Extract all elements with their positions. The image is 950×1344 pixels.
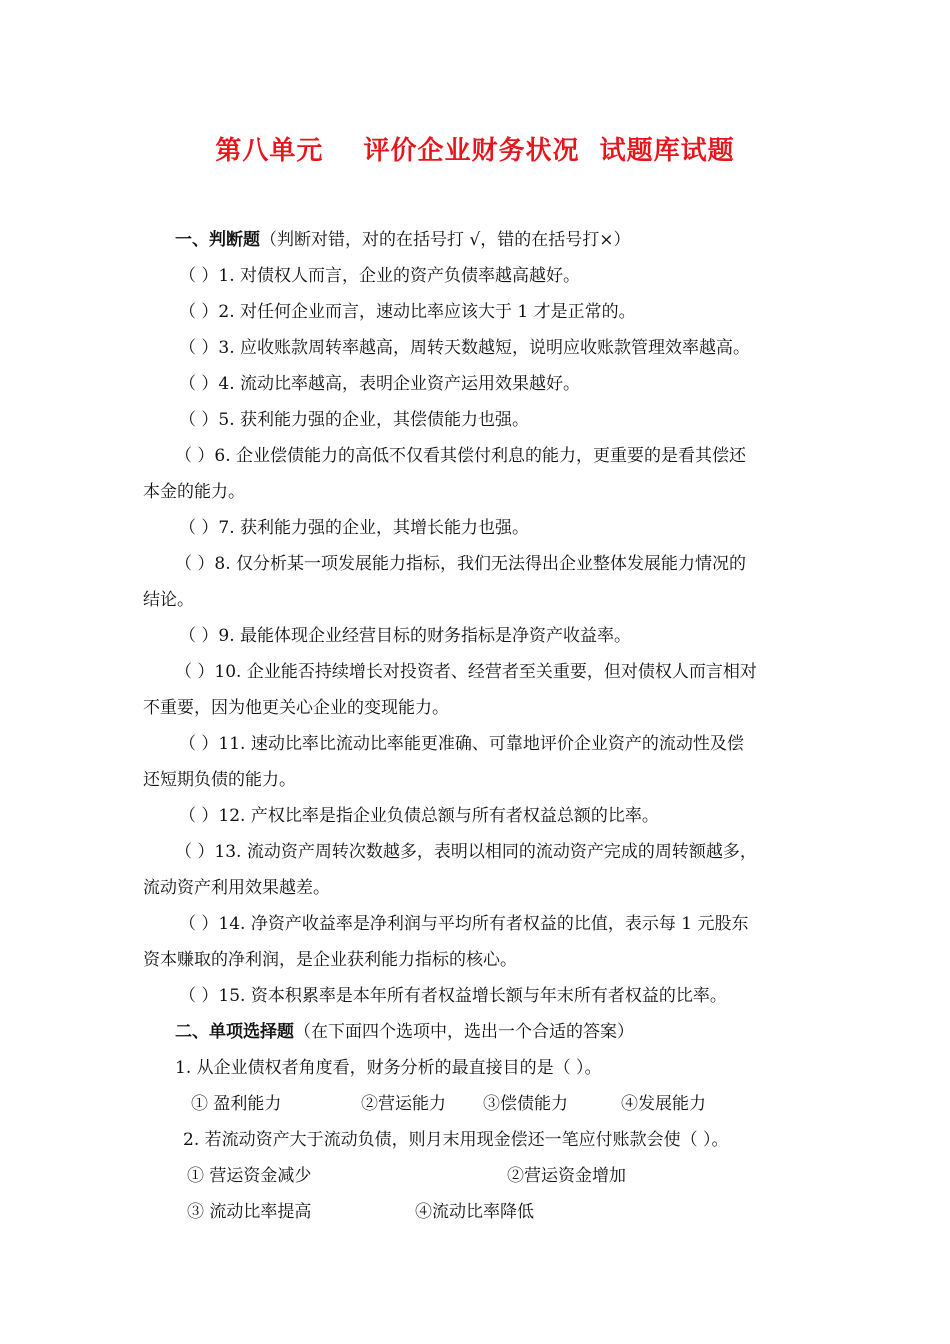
question-item [143, 798, 808, 834]
question-item [143, 618, 808, 654]
question-line: （ ）8. 仅分析某一项发展能力指标，我们无法得出企业整体发展能力情况的 [175, 554, 747, 574]
option-a: ① 盈利能力 [191, 1094, 282, 1114]
section-title: 二、单项选择题 [175, 1022, 294, 1042]
question-item [143, 294, 808, 330]
question-line-continued: 资本赚取的净利润，是企业获利能力指标的核心。 [143, 950, 517, 970]
question-item [143, 654, 808, 726]
question-item [143, 546, 808, 618]
page-title: 第八单元 评价企业财务状况 试题库试题 [215, 136, 735, 166]
section-instruction: （在下面四个选项中，选出一个合适的答案） [294, 1022, 634, 1042]
choice-question-2-options-row2 [143, 1194, 808, 1230]
question-item [143, 402, 808, 438]
question-line: （ ）6. 企业偿债能力的高低不仅看其偿付利息的能力，更重要的是看其偿还 [175, 446, 747, 466]
true-false-question-list [143, 258, 808, 1014]
question-line-continued: 结论。 [143, 590, 194, 610]
question-line: （ ）12. 产权比率是指企业负债总额与所有者权益总额的比率。 [179, 806, 659, 826]
question-item [143, 978, 808, 1014]
question-item [143, 366, 808, 402]
question-item [143, 510, 808, 546]
question-item [143, 258, 808, 294]
question-line: （ ）9. 最能体现企业经营目标的财务指标是净资产收益率。 [179, 626, 632, 646]
section-title: 一、判断题 [175, 230, 260, 250]
question-line-continued: 不重要，因为他更关心企业的变现能力。 [143, 698, 449, 718]
document-body [143, 222, 808, 1230]
question-item [143, 330, 808, 366]
option-b: ②营运能力 [361, 1094, 446, 1114]
question-line-continued: 本金的能力。 [143, 482, 245, 502]
option-a: ① 营运资金减少 [187, 1166, 312, 1186]
choice-question-1-stem: 1. 从企业债权者角度看，财务分析的最直接目的是（ ）。 [175, 1058, 602, 1078]
question-line: （ ）7. 获利能力强的企业，其增长能力也强。 [179, 518, 530, 538]
question-line-continued: 流动资产利用效果越差。 [143, 878, 330, 898]
section-heading-single-choice [143, 1014, 808, 1050]
question-line-continued: 还短期负债的能力。 [143, 770, 296, 790]
question-item [143, 726, 808, 798]
option-d: ④发展能力 [621, 1094, 706, 1114]
option-c: ③偿债能力 [483, 1094, 568, 1114]
question-item [143, 906, 808, 978]
section-heading-true-false [143, 222, 808, 258]
question-line: （ ）13. 流动资产周转次数越多，表明以相同的流动资产完成的周转额越多， [175, 842, 757, 862]
choice-question-2-options-row1 [143, 1158, 808, 1194]
question-line: （ ）4. 流动比率越高，表明企业资产运用效果越好。 [179, 374, 581, 394]
question-line: （ ）10. 企业能否持续增长对投资者、经营者至关重要，但对债权人而言相对 [175, 662, 757, 682]
choice-question-2-stem: 2. 若流动资产大于流动负债，则月末用现金偿还一笔应付账款会使（ ）。 [183, 1130, 729, 1150]
question-line: （ ）1. 对债权人而言，企业的资产负债率越高越好。 [179, 266, 581, 286]
option-d: ④流动比率降低 [415, 1202, 534, 1222]
question-line: （ ）2. 对任何企业而言，速动比率应该大于 1 才是正常的。 [179, 302, 636, 322]
question-line: （ ）5. 获利能力强的企业，其偿债能力也强。 [179, 410, 530, 430]
question-line: （ ）3. 应收账款周转率越高，周转天数越短，说明应收账款管理效率越高。 [179, 338, 751, 358]
question-item [143, 834, 808, 906]
question-line: （ ）14. 净资产收益率是净利润与平均所有者权益的比值，表示每 1 元股东 [179, 914, 749, 934]
question-line: （ ）15. 资本积累率是本年所有者权益增长额与年末所有者权益的比率。 [179, 986, 727, 1006]
option-c: ③ 流动比率提高 [187, 1202, 312, 1222]
choice-question-1-options [143, 1086, 808, 1122]
option-b: ②营运资金增加 [507, 1166, 626, 1186]
section-instruction: （判断对错，对的在括号打 √，错的在括号打×） [260, 230, 631, 250]
question-line: （ ）11. 速动比率比流动比率能更准确、可靠地评价企业资产的流动性及偿 [179, 734, 744, 754]
question-item [143, 438, 808, 510]
